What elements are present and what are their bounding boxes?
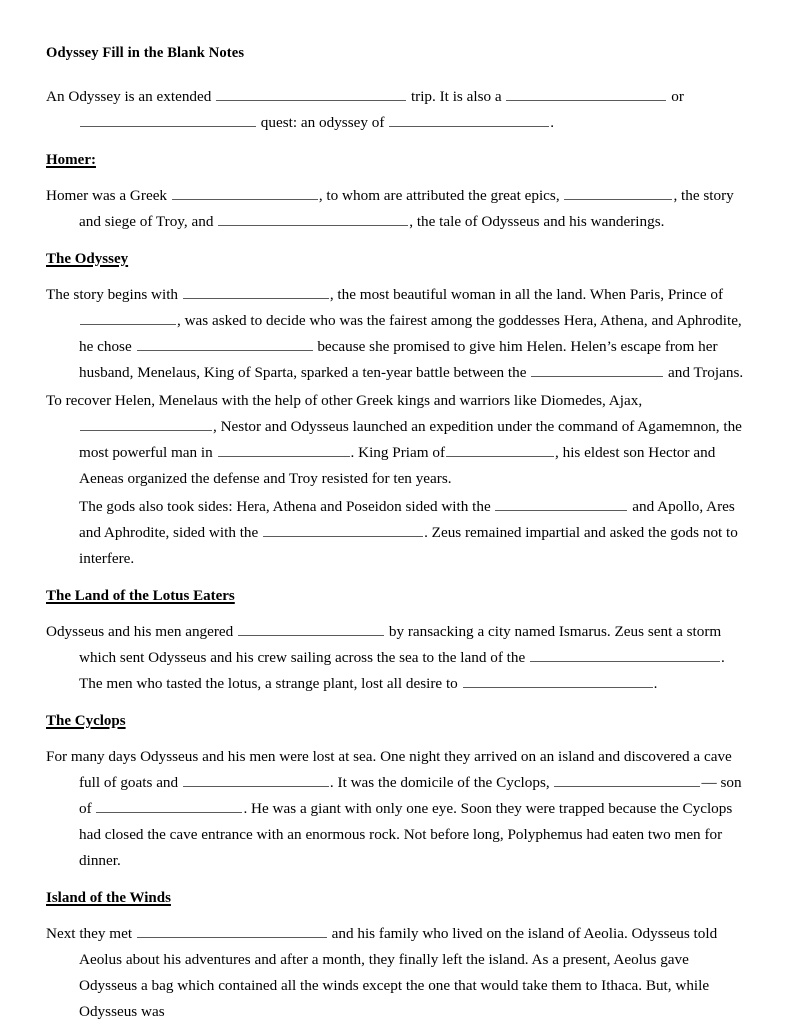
spacer [46,737,745,744]
text-segment: To recover Helen, Menelaus with the help of other Greek kings and warriors like Diomedes, Ajax, [46,392,643,409]
text-segment: . The men who tasted the lotus, a strange plant, lost all desire to [79,649,725,692]
intro-segment-3: or [667,88,684,105]
text-segment: because she promised to give him Helen. Helen’s escape from her husband, Menelaus, King of Sparta, sparked a ten-year battle between the [79,338,718,381]
paragraph-homer-1 [46,183,745,235]
paragraph-odyssey-2 [46,388,745,492]
blank-field[interactable] [80,416,212,431]
blank-field[interactable] [389,112,549,127]
text-segment: and Trojans. [664,364,744,381]
text-segment: . Zeus remained impartial and asked the gods not to interfere. [79,524,738,567]
intro-segment-2: trip. It is also a [407,88,506,105]
blank-field[interactable] [80,112,256,127]
text-segment: , his eldest son Hector and Aeneas organized the defense and Troy resisted for ten years. [79,444,716,487]
text-segment: Odysseus and his men angered [46,623,238,640]
spacer [46,275,745,282]
blank-field[interactable] [506,86,666,101]
spacer [46,138,745,150]
blank-field[interactable] [530,647,720,662]
blank-field[interactable] [495,496,627,511]
text-segment: . He was a giant with only one eye. Soon they were trapped because the Cyclops had closed the cave entrance with an enormous rock. Not before long, Polyphemus had eaten two men for dinner. [79,800,733,869]
blank-field[interactable] [183,284,329,299]
spacer [46,914,745,921]
paragraph-winds-1 [46,921,745,1025]
blank-field[interactable] [446,442,554,457]
text-segment: , was asked to decide who was the fairest among the goddesses Hera, Athena, and Aphrodite, he chose [79,312,742,355]
blank-field[interactable] [137,923,327,938]
blank-field[interactable] [172,185,318,200]
blank-field[interactable] [96,798,242,813]
text-segment: The story begins with [46,286,182,303]
spacer [46,876,745,888]
spacer [46,176,745,183]
spacer [46,237,745,249]
section-heading-homer: Homer: [46,152,96,168]
text-segment: . It was the domicile of the Cyclops, [329,774,554,791]
text-segment: , Nestor and Odysseus launched an expedition under the command of Agamemnon, the most powerful man in [79,418,742,461]
paragraph-cyclops-1 [46,744,745,874]
text-segment: and his family who lived on the island of Aeolia. Odysseus told Aeolus about his adventures and after a month, they finally left the island. As a present, Aeolus gave Odysseus a bag which contained all the winds except the one that would take them to Ithaca. But, while Odysseus was [79,925,718,1020]
text-segment: . King Priam of [350,444,446,461]
paragraph-odyssey-3 [46,494,745,572]
blank-field[interactable] [463,673,653,688]
text-segment: by ransacking a city named Ismarus. Zeus sent a storm which sent Odysseus and his crew sailing across the sea to the land of the [79,623,722,666]
blank-field[interactable] [183,772,329,787]
intro-segment-5: . [550,114,554,131]
text-segment: Homer was a Greek [46,187,171,204]
section-heading-the-odyssey: The Odyssey [46,251,129,267]
intro-segment-1: An Odyssey is an extended [46,88,216,105]
blank-field[interactable] [137,336,313,351]
text-segment: — son of [79,774,742,817]
blank-field[interactable] [531,362,663,377]
text-segment: . [653,675,658,692]
section-heading-the-cyclops: The Cyclops [46,713,126,729]
blank-field[interactable] [218,211,408,226]
blank-field[interactable] [216,86,406,101]
blank-field[interactable] [554,772,700,787]
text-segment: and Apollo, Ares and Aphrodite, sided with the [79,498,735,541]
paragraph-odyssey-1 [46,282,745,386]
blank-field[interactable] [263,522,423,537]
text-segment: Next they met [46,925,136,942]
section-heading-island-of-the-winds: Island of the Winds [46,890,171,906]
text-segment: , to whom are attributed the great epics, [318,187,564,204]
blank-field[interactable] [238,621,384,636]
spacer [46,699,745,711]
spacer [46,612,745,619]
text-segment: , the most beautiful woman in all the land. When Paris, Prince of [329,286,724,303]
text-segment: For many days Odysseus and his men were lost at sea. One night they arrived on an island and discovered a cave full of goats and [46,748,732,791]
text-segment: , the story and siege of Troy, and [79,187,734,230]
blank-field[interactable] [218,442,350,457]
text-segment: , the tale of Odysseus and his wanderings. [409,213,665,230]
section-heading-lotus-eaters: The Land of the Lotus Eaters [46,588,235,604]
spacer [46,574,745,586]
page-title: Odyssey Fill in the Blank Notes [46,45,245,61]
intro-segment-4: quest: an odyssey of [257,114,389,131]
intro-paragraph [46,84,745,136]
blank-field[interactable] [80,310,176,325]
blank-field[interactable] [564,185,672,200]
text-segment: The gods also took sides: Hera, Athena and Poseidon sided with the [79,498,495,515]
paragraph-lotus-1 [46,619,745,697]
